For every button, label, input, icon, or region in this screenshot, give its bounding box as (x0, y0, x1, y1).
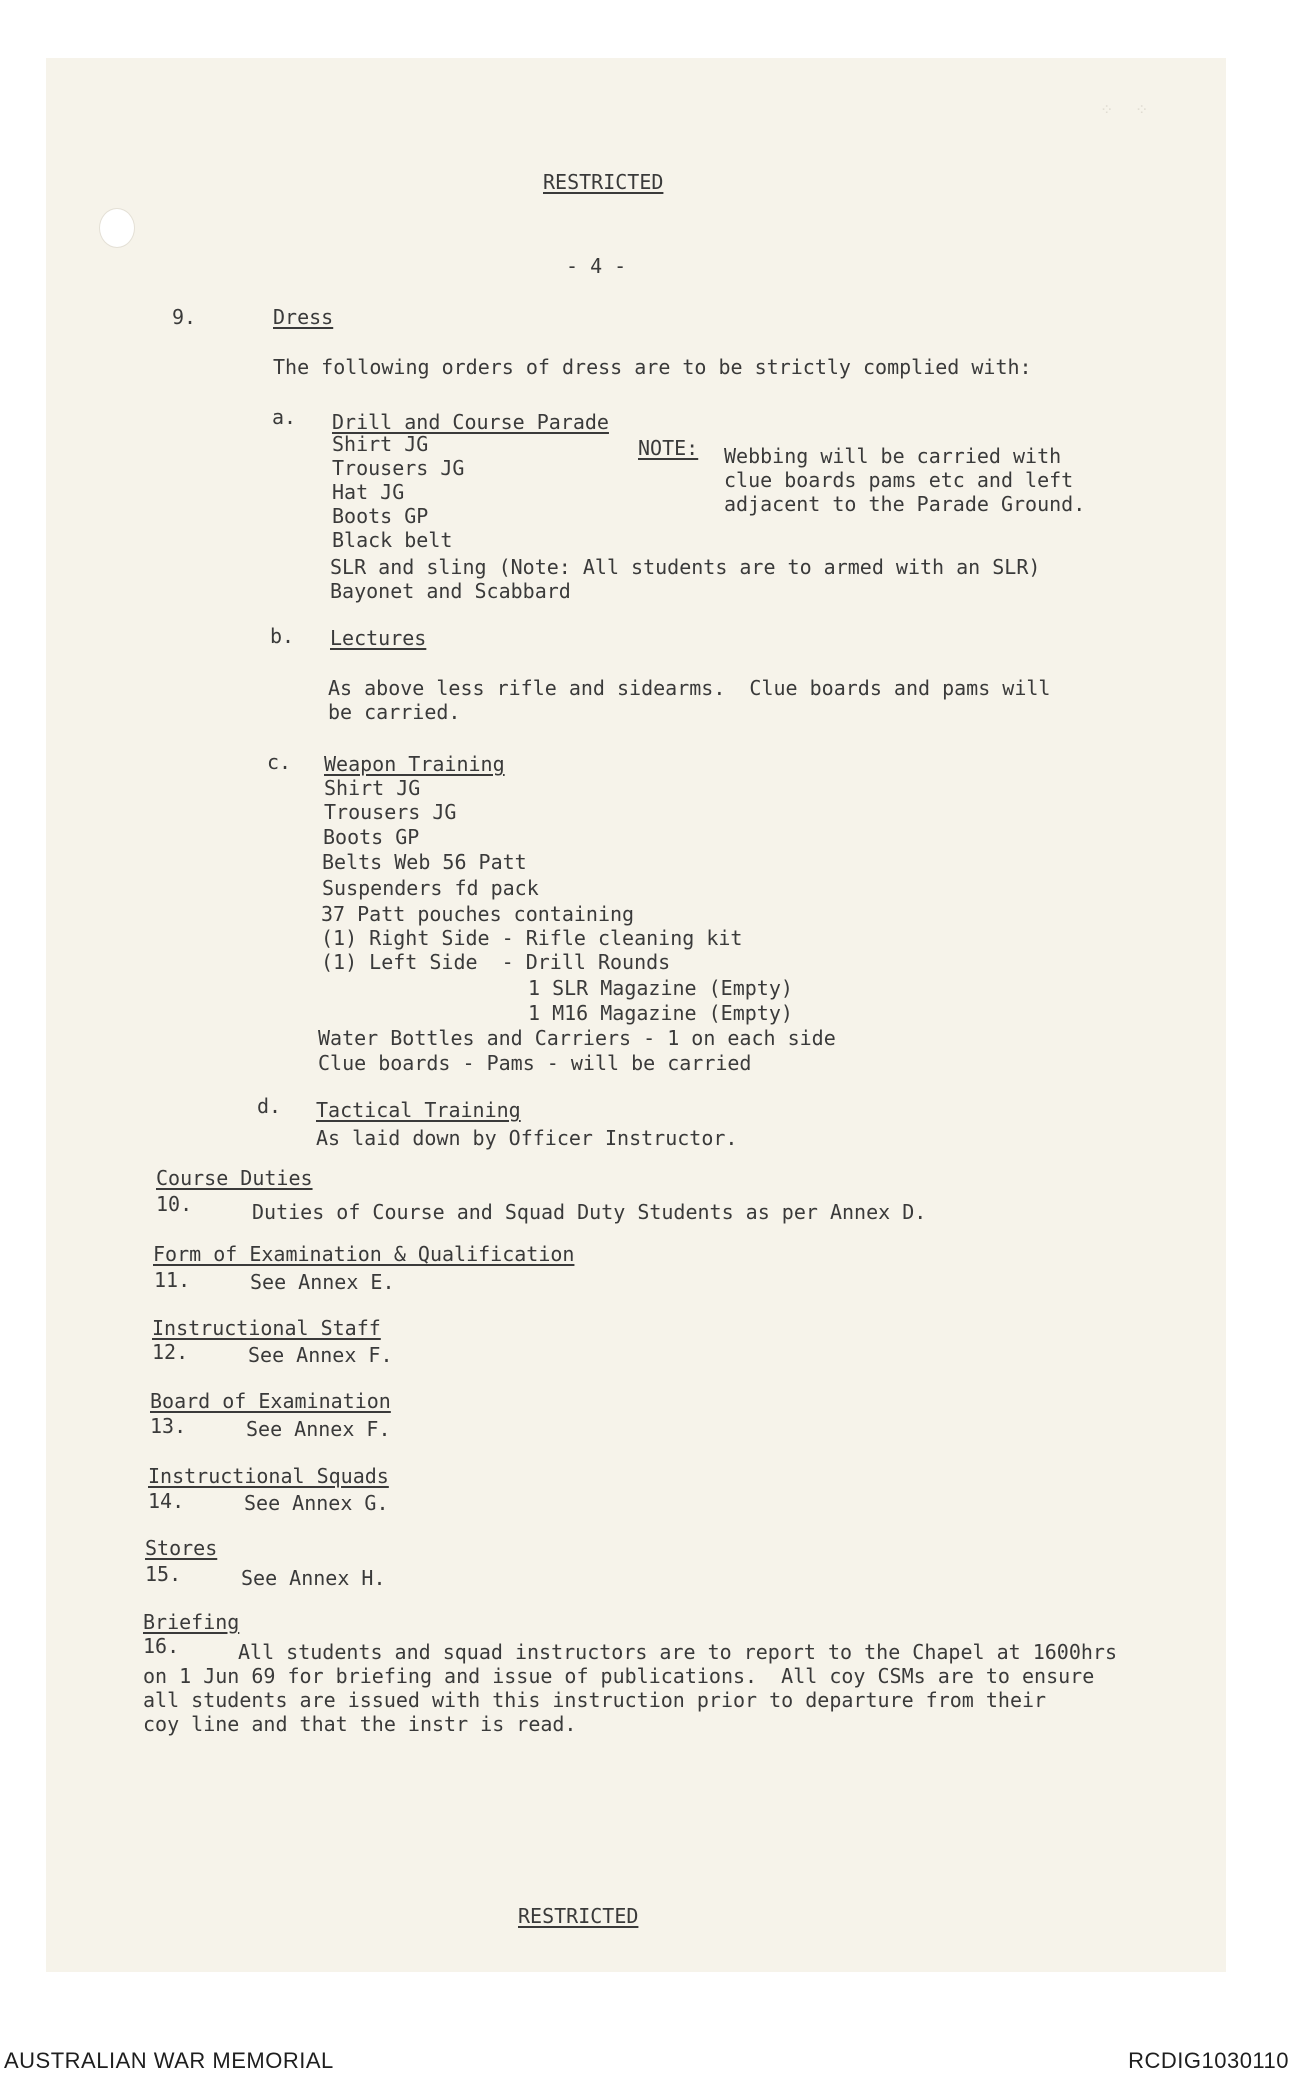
subpara-title: Weapon Training (324, 752, 505, 776)
list-item: 37 Patt pouches containing (321, 902, 635, 926)
section-number: 14. (148, 1489, 185, 1513)
header-classification: RESTRICTED (543, 170, 664, 194)
section-heading: Stores (145, 1536, 218, 1560)
page-number: - 4 - (566, 254, 627, 278)
para-title: Dress (273, 305, 334, 329)
section-text: See Annex H. (241, 1566, 386, 1590)
list-item: 1 M16 Magazine (Empty) (528, 1001, 793, 1025)
text-line: As laid down by Officer Instructor. (316, 1126, 738, 1150)
list-item: Belts Web 56 Patt (322, 850, 527, 874)
briefing-line: on 1 Jun 69 for briefing and issue of publications. All coy CSMs are to ensure (143, 1664, 1095, 1688)
footer-classification: RESTRICTED (518, 1904, 639, 1928)
subpara-letter: c. (267, 750, 292, 774)
briefing-line: All students and squad instructors are to report to the Chapel at 1600hrs (238, 1640, 1117, 1664)
list-item: SLR and sling (Note: All students are to armed with an SLR) (330, 555, 1041, 579)
section-heading: Instructional Squads (148, 1464, 389, 1488)
section-number: 15. (145, 1562, 182, 1586)
section-number: 11. (154, 1268, 191, 1292)
subpara-letter: b. (270, 624, 295, 648)
section-number: 16. (143, 1634, 180, 1658)
archive-label: AUSTRALIAN WAR MEMORIAL (4, 2048, 334, 2073)
section-number: 12. (152, 1340, 189, 1364)
para-number: 9. (172, 305, 197, 329)
note-label: NOTE: (638, 436, 699, 460)
section-text: See Annex E. (250, 1270, 395, 1294)
list-item: Black belt (332, 528, 453, 552)
section-number: 13. (150, 1414, 187, 1438)
subpara-letter: a. (272, 405, 297, 429)
list-item: Trousers JG (332, 456, 465, 480)
section-text: See Annex F. (248, 1343, 393, 1367)
list-item: 1 SLR Magazine (Empty) (528, 976, 793, 1000)
list-item: Trousers JG (324, 800, 457, 824)
text-line: be carried. (328, 700, 461, 724)
subpara-title: Drill and Course Parade (332, 410, 609, 434)
section-text: Duties of Course and Squad Duty Students as per Annex D. (252, 1200, 927, 1224)
list-item: Boots GP (323, 825, 420, 849)
section-heading: Course Duties (156, 1166, 313, 1190)
briefing-line: coy line and that the instr is read. (143, 1712, 577, 1736)
text-line: As above less rifle and sidearms. Clue boards and pams will (328, 676, 1051, 700)
list-item: Shirt JG (324, 776, 421, 800)
list-item: (1) Left Side - Drill Rounds (321, 950, 671, 974)
list-item: Hat JG (332, 480, 405, 504)
list-item: Suspenders fd pack (322, 876, 539, 900)
note-line: Webbing will be carried with (724, 444, 1062, 468)
para-intro: The following orders of dress are to be strictly complied with: (273, 355, 1032, 379)
section-text: See Annex F. (246, 1417, 391, 1441)
list-item: (1) Right Side - Rifle cleaning kit (321, 926, 743, 950)
briefing-line: all students are issued with this instruction prior to departure from their (143, 1688, 1047, 1712)
section-text: See Annex G. (244, 1491, 389, 1515)
list-item: Shirt JG (332, 432, 429, 456)
list-item: Clue boards - Pams - will be carried (318, 1051, 752, 1075)
archive-id: RCDIG1030110 (1128, 2048, 1289, 2073)
emboss-mark: ⁘ ⁘ (1100, 100, 1155, 119)
section-heading: Board of Examination (150, 1389, 391, 1413)
section-heading: Briefing (143, 1610, 240, 1634)
section-heading: Instructional Staff (152, 1316, 381, 1340)
subpara-title: Lectures (330, 626, 427, 650)
list-item: Boots GP (332, 504, 429, 528)
list-item: Water Bottles and Carriers - 1 on each side (318, 1026, 836, 1050)
note-line: clue boards pams etc and left (724, 468, 1074, 492)
subpara-letter: d. (257, 1094, 282, 1118)
punch-hole (99, 208, 135, 248)
list-item: Bayonet and Scabbard (330, 579, 571, 603)
section-heading: Form of Examination & Qualification (153, 1242, 575, 1266)
section-number: 10. (156, 1192, 193, 1216)
note-line: adjacent to the Parade Ground. (724, 492, 1086, 516)
subpara-title: Tactical Training (316, 1098, 521, 1122)
